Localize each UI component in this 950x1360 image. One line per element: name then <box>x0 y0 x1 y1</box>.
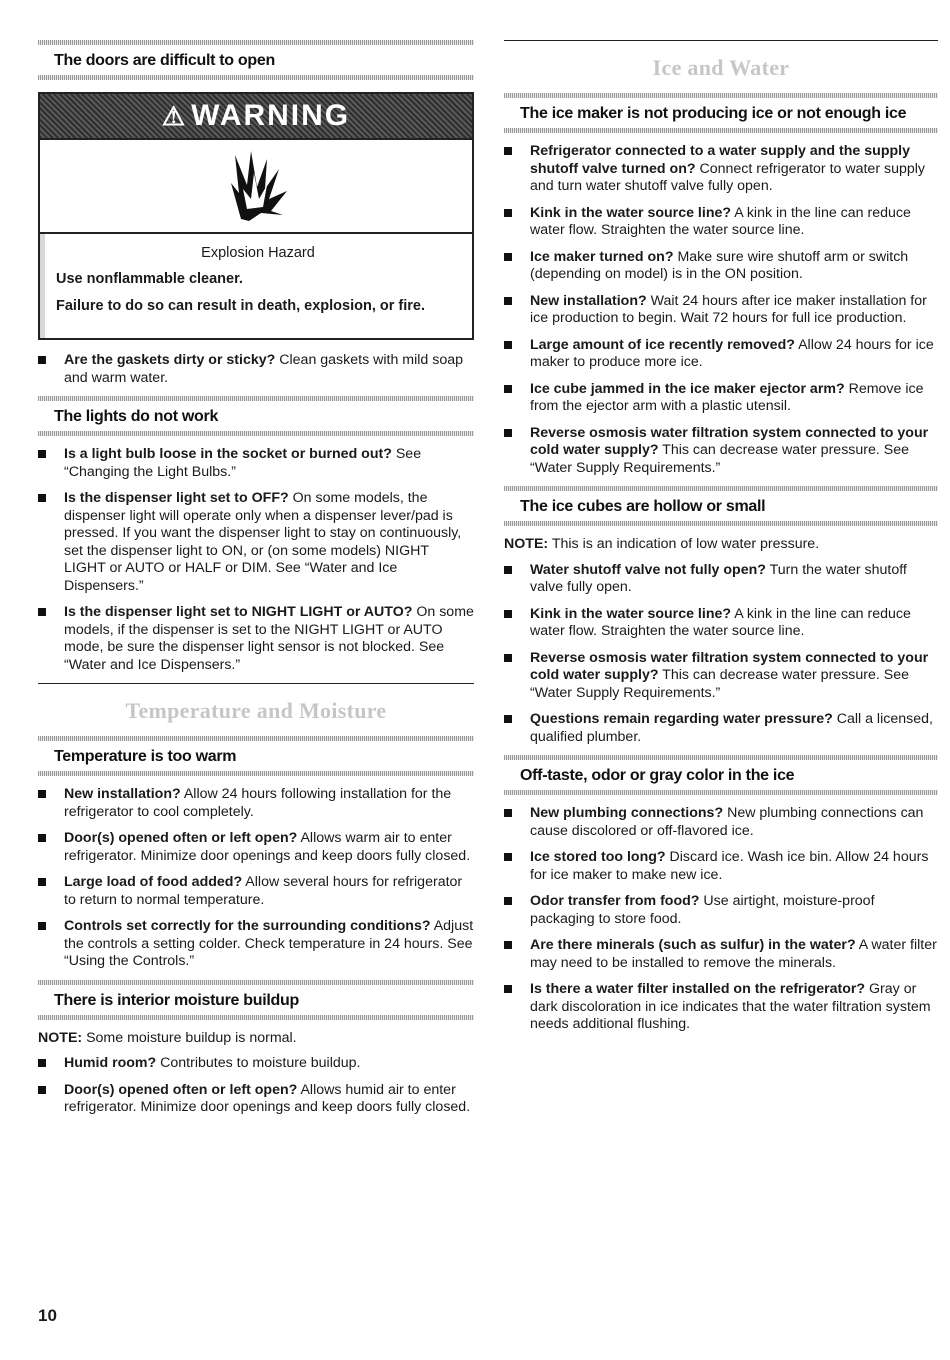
warning-banner <box>40 94 472 138</box>
item-question: Kink in the water source line? <box>530 204 732 221</box>
list-item <box>38 786 474 821</box>
list-item <box>504 249 938 284</box>
item-answer: Gray or dark discoloration in ice indicates that the water filtration system needs additional flushing. <box>530 981 931 1032</box>
item-question: Is a light bulb loose in the socket or burned out? <box>64 446 392 462</box>
warning-box <box>38 92 474 340</box>
item-answer: Contributes to moisture buildup. <box>156 1055 361 1071</box>
heading-doors: The doors are difficult to open <box>38 40 474 80</box>
item-question: Are the gaskets dirty or sticky? <box>64 352 276 368</box>
list-item <box>504 849 938 884</box>
heading-warm: Temperature is too warm <box>38 736 474 776</box>
list-item <box>504 425 938 478</box>
item-question: Reverse osmosis water filtration system connected to your cold water supply? <box>530 649 929 683</box>
heading-moisture: There is interior moisture buildup <box>38 980 474 1020</box>
item-question: New installation? <box>64 786 181 802</box>
icemaker-list <box>504 143 938 477</box>
item-answer: This can decrease water pressure. See “Water Supply Requirements.” <box>530 442 910 476</box>
item-question: New plumbing connections? <box>530 805 724 821</box>
taste-list <box>504 805 938 1034</box>
hollow-list <box>504 562 938 747</box>
item-question: New installation? <box>530 292 647 309</box>
item-question: Questions remain regarding water pressure? <box>530 711 833 727</box>
item-answer: Allow several hours for refrigerator to return to normal temperature. <box>64 874 463 908</box>
warning-text <box>40 234 472 338</box>
doors-list <box>38 352 474 387</box>
moisture-note: NOTE: Some moisture buildup is normal. <box>38 1029 297 1046</box>
heading-taste: Off-taste, odor or gray color in the ice <box>504 755 938 795</box>
heading-icemaker: The ice maker is not producing ice or not enough ice <box>504 93 938 133</box>
item-answer: A kink in the line can reduce water flow. Straighten the water source line. <box>530 605 911 639</box>
item-question: Is there a water filter installed on the refrigerator? <box>530 981 866 997</box>
item-question: Door(s) opened often or left open? <box>64 1081 298 1098</box>
item-answer: Discard ice. Wash ice bin. Allow 24 hours for ice maker to make new ice. <box>530 849 929 883</box>
list-item <box>504 981 938 1034</box>
item-answer: Use airtight, moisture-proof packaging to store food. <box>530 893 875 927</box>
list-item <box>504 337 938 372</box>
item-question: Humid room? <box>64 1055 157 1071</box>
item-answer: New plumbing connections can cause discolored or off-flavored ice. <box>530 805 924 839</box>
explosion-hazard-graphic <box>40 138 472 234</box>
item-answer: Call a licensed, qualified plumber. <box>530 711 933 745</box>
hollow-note: NOTE: This is an indication of low water pressure. <box>504 536 820 552</box>
section-title-ice-water: Ice and Water <box>652 55 790 80</box>
item-answer: Wait 24 hours after ice maker installation for ice production to begin. Wait 72 hours for full ice production. <box>530 292 927 326</box>
list-item <box>504 293 938 328</box>
warning-line-2: Failure to do so can result in death, explosion, or fire. <box>56 298 426 314</box>
item-question: Ice maker turned on? <box>530 248 674 265</box>
item-question: Large load of food added? <box>64 874 243 890</box>
item-answer: Allows warm air to enter refrigerator. Minimize door openings and keep doors fully closed. <box>64 830 471 864</box>
item-question: Controls set correctly for the surrounding conditions? <box>64 918 431 934</box>
warning-hazard: Explosion Hazard <box>201 245 315 261</box>
item-question: Ice stored too long? <box>530 849 666 865</box>
item-answer: A kink in the line can reduce water flow. Straighten the water source line. <box>530 204 911 238</box>
list-item <box>38 874 474 909</box>
heading-lights: The lights do not work <box>38 396 474 436</box>
item-answer: Clean gaskets with mild soap and warm water. <box>64 352 464 386</box>
warning-label: WARNING <box>191 99 351 132</box>
list-item <box>504 937 938 972</box>
list-item <box>504 650 938 703</box>
item-question: Large amount of ice recently removed? <box>530 336 795 353</box>
list-item <box>504 381 938 416</box>
item-question: Is the dispenser light set to OFF? <box>64 490 289 506</box>
list-item <box>504 893 938 928</box>
right-column <box>504 40 938 1043</box>
item-question: Refrigerator connected to a water supply and the supply shutoff valve turned on? <box>530 143 910 177</box>
item-answer: Allow 24 hours following installation for the refrigerator to cool completely. <box>64 786 452 820</box>
warning-line-1: Use nonflammable cleaner. <box>56 271 243 287</box>
item-question: Odor transfer from food? <box>530 893 700 909</box>
list-item <box>504 205 938 240</box>
list-item <box>504 606 938 641</box>
item-question: Ice cube jammed in the ice maker ejector arm? <box>530 380 845 397</box>
list-item <box>38 1055 474 1073</box>
item-answer: Adjust the controls a setting colder. Check temperature in 24 hours. See “Using the Controls.” <box>64 918 474 969</box>
list-item <box>38 352 474 387</box>
list-item <box>38 604 474 674</box>
page-number: 10 <box>38 1306 57 1325</box>
item-answer: Make sure wire shutoff arm or switch (depending on model) is in the ON position. <box>530 248 909 282</box>
list-item <box>38 918 474 971</box>
list-item <box>38 1082 474 1117</box>
list-item <box>504 562 938 597</box>
item-answer: On some models, the dispenser light will operate only when a dispenser lever/pad is pressed. If you want the dispenser light to stay on continuously, set the dispenser light to ON, or (on some models) NIGHT LIGHT or AUTO or HALF or DIM. See “Water and Ice Dispensers.” <box>64 490 462 594</box>
item-answer: Allows humid air to enter refrigerator. Minimize door openings and keep doors fully closed. <box>64 1081 471 1115</box>
lights-list <box>38 446 474 674</box>
list-item <box>504 143 938 196</box>
item-question: Are there minerals (such as sulfur) in the water? <box>530 937 856 953</box>
item-answer: Connect refrigerator to water supply and turn water shutoff valve fully open. <box>530 160 926 194</box>
list-item <box>38 830 474 865</box>
warning-triangle-icon: ⚠ <box>161 100 188 131</box>
warm-list <box>38 786 474 971</box>
item-answer: Turn the water shutoff valve fully open. <box>530 561 907 595</box>
item-question: Water shutoff valve not fully open? <box>530 561 766 578</box>
item-answer: A water filter may need to be installed to remove the minerals. <box>530 937 937 971</box>
item-answer: Allow 24 hours for ice maker to produce more ice. <box>530 336 934 370</box>
moisture-list <box>38 1055 474 1117</box>
item-answer: Remove ice from the ejector arm with a plastic utensil. <box>530 380 924 414</box>
item-answer: On some models, if the dispenser is set to the NIGHT LIGHT or AUTO mode, be sure the dispenser light sensor is not blocked. See “Water and Ice Dispensers.” <box>64 604 474 673</box>
heading-hollow: The ice cubes are hollow or small <box>504 486 938 526</box>
list-item <box>504 805 938 840</box>
list-item <box>38 446 474 481</box>
item-question: Door(s) opened often or left open? <box>64 830 298 846</box>
section-title-temperature: Temperature and Moisture <box>125 698 387 723</box>
item-question: Reverse osmosis water filtration system connected to your cold water supply? <box>530 424 929 458</box>
item-answer: See “Changing the Light Bulbs.” <box>64 446 422 480</box>
item-question: Is the dispenser light set to NIGHT LIGHT or AUTO? <box>64 604 413 620</box>
list-item <box>504 711 938 746</box>
left-column <box>38 40 474 1126</box>
item-answer: This can decrease water pressure. See “Water Supply Requirements.” <box>530 667 910 701</box>
explosion-icon <box>221 149 291 223</box>
list-item <box>38 490 474 595</box>
item-question: Kink in the water source line? <box>530 605 732 622</box>
